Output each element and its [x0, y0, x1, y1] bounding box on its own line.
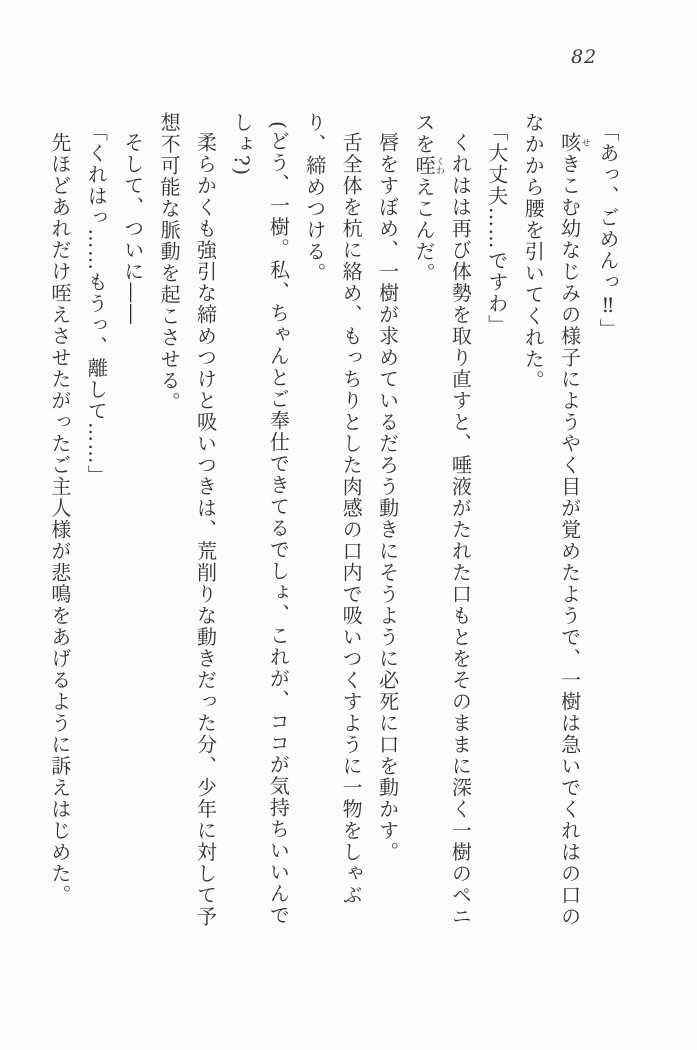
paragraph-narration: 唇をすぼめ、一樹が求めているだろう動きにそうように必死に口を動かす。 [375, 132, 400, 863]
paragraph-thought: (どう、一樹。私、ちゃんとご奉仕できてるでしょ、これが、ココが気持ちいいんでしょ?) [229, 112, 291, 926]
text-body [42, 112, 627, 944]
paragraph-dialogue: 「くれはっ……もうっ、離して……」 [84, 121, 109, 487]
paragraph-narration: 舌全体を杭に絡め、もっちりとした肉感の口内で吸いつくすように一物をしゃぶり、締めつける。 [302, 112, 364, 906]
furigana-label: くわ [433, 155, 444, 177]
paragraph-dialogue: 「大丈夫……ですわ」 [484, 121, 509, 336]
page-number: 82 [571, 46, 598, 68]
paragraph-dialogue: 「あっ、ごめんっ‼」 [596, 121, 620, 340]
paragraph-narration: 先ほどあれだけ咥えさせたがったご主人様が悲鳴をあげるように訴えはじめた。 [47, 132, 72, 906]
furigana-annotated-text: 咥くわ [411, 155, 444, 177]
paragraph-narration: くれはは再び体勢を取り直すと、唾液がたれた口もとをそのままに深く一樹のペニスを咥くわえこんだ。 [411, 112, 473, 928]
paragraph-narration: 柔らかくも強引な締めつけと吸いつきは、荒削りな動きだった分、少年に対して予想不可能な脈動を起こさせる。 [157, 112, 218, 928]
paragraph-narration: 咳せきこむ幼なじみの様子にようやく目が覚めたようで、一樹は急いでくれはの口のなかから腰を引いてくれた。 [521, 112, 590, 928]
furigana-label: せ [579, 132, 590, 154]
furigana-annotated-text: 咳せ [557, 132, 590, 154]
paragraph-narration: そして、ついに―― [120, 132, 145, 326]
